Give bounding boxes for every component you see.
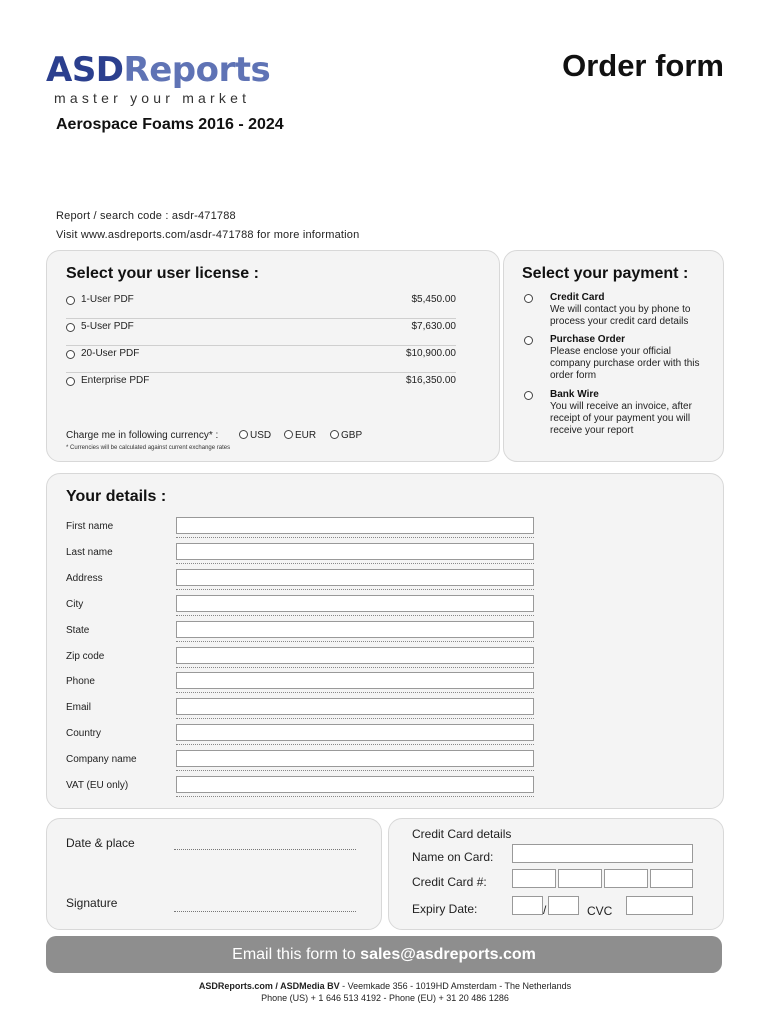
- footer-company: ASDReports.com / ASDMedia BV: [198, 981, 340, 991]
- license-price: $16,350.00: [405, 375, 456, 386]
- currency-name: USD: [250, 430, 272, 441]
- radio-button[interactable]: [239, 430, 248, 439]
- state-label: State: [66, 625, 90, 636]
- currency-label: Charge me in following currency* :: [66, 430, 219, 441]
- email-address-link[interactable]: sales@asdreports.com: [360, 946, 536, 963]
- cvc-field[interactable]: [626, 896, 693, 915]
- payment-option-desc: We will contact you by phone to process your credit card details: [550, 304, 691, 327]
- signature-field[interactable]: [174, 911, 356, 912]
- country-field[interactable]: [176, 724, 534, 741]
- card-number-label: Credit Card #:: [412, 875, 487, 889]
- logo-tagline: master your market: [54, 90, 251, 106]
- payment-option-desc: Please enclose your official company purchase order with this order form: [550, 346, 700, 381]
- radio-button[interactable]: [524, 336, 533, 345]
- license-name: Enterprise PDF: [81, 375, 150, 386]
- currency-option-gbp[interactable]: [330, 430, 362, 441]
- field-underline: [176, 770, 534, 771]
- currency-option-usd[interactable]: [239, 430, 271, 441]
- zip-code-label: Zip code: [66, 651, 105, 662]
- field-underline: [176, 641, 534, 642]
- last-name-field[interactable]: [176, 543, 534, 560]
- payment-option-title: Purchase Order: [550, 334, 626, 345]
- license-price: $10,900.00: [405, 348, 456, 359]
- card-number-field-4[interactable]: [650, 869, 693, 888]
- email-form-banner[interactable]: [46, 936, 722, 973]
- expiry-separator: /: [543, 903, 547, 917]
- expiry-month-field[interactable]: [512, 896, 543, 915]
- payment-option-title: Bank Wire: [550, 389, 599, 400]
- zip-code-field[interactable]: [176, 647, 534, 664]
- email-field[interactable]: [176, 698, 534, 715]
- signature-panel: [46, 818, 382, 930]
- radio-button[interactable]: [524, 391, 533, 400]
- first-name-label: First name: [66, 521, 114, 532]
- logo-part-asd: ASD: [46, 50, 124, 90]
- license-option[interactable]: [66, 292, 456, 319]
- currency-option-eur[interactable]: [284, 430, 316, 441]
- phone-label: Phone: [66, 676, 95, 687]
- field-underline: [176, 667, 534, 668]
- card-number-field-3[interactable]: [604, 869, 648, 888]
- currency-name: GBP: [341, 430, 363, 441]
- country-label: Country: [66, 728, 102, 739]
- search-code: Report / search code : asdr-471788: [56, 210, 236, 222]
- payment-title: Select your payment :: [522, 265, 689, 282]
- radio-button[interactable]: [524, 294, 533, 303]
- license-name: 5-User PDF: [81, 321, 134, 332]
- name-on-card-label: Name on Card:: [412, 850, 494, 864]
- radio-button[interactable]: [66, 377, 75, 386]
- radio-button[interactable]: [66, 296, 75, 305]
- card-number-field-2[interactable]: [558, 869, 602, 888]
- last-name-label: Last name: [66, 547, 113, 558]
- city-label: City: [66, 599, 84, 610]
- license-name: 1-User PDF: [81, 294, 134, 305]
- payment-option-credit-card[interactable]: [524, 292, 704, 328]
- page-title: Order form: [562, 48, 724, 83]
- radio-button[interactable]: [330, 430, 339, 439]
- report-title: Aerospace Foams 2016 - 2024: [56, 116, 284, 133]
- radio-button[interactable]: [66, 350, 75, 359]
- logo-part-reports: Reports: [123, 50, 271, 90]
- field-underline: [176, 563, 534, 564]
- details-title: Your details :: [66, 488, 167, 505]
- first-name-field[interactable]: [176, 517, 534, 534]
- field-underline: [176, 537, 534, 538]
- currency-note: * Currencies will be calculated against current exchange rates: [66, 445, 231, 451]
- address-label: Address: [66, 573, 103, 584]
- date-place-field[interactable]: [174, 849, 356, 850]
- field-underline: [176, 718, 534, 719]
- company-name-label: Company name: [66, 754, 137, 765]
- date-place-label: Date & place: [66, 836, 135, 850]
- expiry-year-field[interactable]: [548, 896, 579, 915]
- city-field[interactable]: [176, 595, 534, 612]
- asdreports-logo: [46, 50, 270, 90]
- radio-button[interactable]: [66, 323, 75, 332]
- radio-button[interactable]: [284, 430, 293, 439]
- name-on-card-field[interactable]: [512, 844, 693, 863]
- footer-phones: Phone (US) + 1 646 513 4192 - Phone (EU) + 31 20 486 1286: [261, 993, 509, 1003]
- visit-link[interactable]: Visit www.asdreports.com/asdr-471788 for more information: [56, 229, 360, 241]
- field-underline: [176, 796, 534, 797]
- payment-option-bank-wire[interactable]: [524, 389, 704, 437]
- payment-option-desc: You will receive an invoice, after receipt of your payment you will receive your report: [550, 401, 692, 436]
- email-label: Email: [66, 702, 92, 713]
- license-price: $5,450.00: [411, 294, 456, 305]
- license-option[interactable]: [66, 346, 456, 373]
- expiry-date-label: Expiry Date:: [412, 902, 478, 916]
- company-name-field[interactable]: [176, 750, 534, 767]
- license-option[interactable]: [66, 319, 456, 346]
- payment-option-title: Credit Card: [550, 292, 605, 303]
- field-underline: [176, 692, 534, 693]
- card-number-field-1[interactable]: [512, 869, 556, 888]
- credit-card-title: Credit Card details: [412, 827, 512, 841]
- signature-label: Signature: [66, 896, 118, 910]
- address-field[interactable]: [176, 569, 534, 586]
- footer-address-text: - Veemkade 356 - 1019HD Amsterdam - The Netherlands: [339, 981, 572, 991]
- field-underline: [176, 589, 534, 590]
- vat-label: VAT (EU only): [66, 780, 129, 791]
- field-underline: [176, 615, 534, 616]
- field-underline: [176, 744, 534, 745]
- currency-name: EUR: [295, 430, 317, 441]
- cvc-label: CVC: [587, 904, 613, 918]
- license-title: Select your user license :: [66, 265, 259, 282]
- vat-field[interactable]: [176, 776, 534, 793]
- email-prefix: Email this form to: [232, 946, 361, 963]
- footer-address: [0, 981, 770, 991]
- license-name: 20-User PDF: [81, 348, 140, 359]
- state-field[interactable]: [176, 621, 534, 638]
- license-price: $7,630.00: [411, 321, 456, 332]
- payment-option-purchase-order[interactable]: [524, 334, 704, 382]
- phone-field[interactable]: [176, 672, 534, 689]
- license-option[interactable]: [66, 373, 456, 399]
